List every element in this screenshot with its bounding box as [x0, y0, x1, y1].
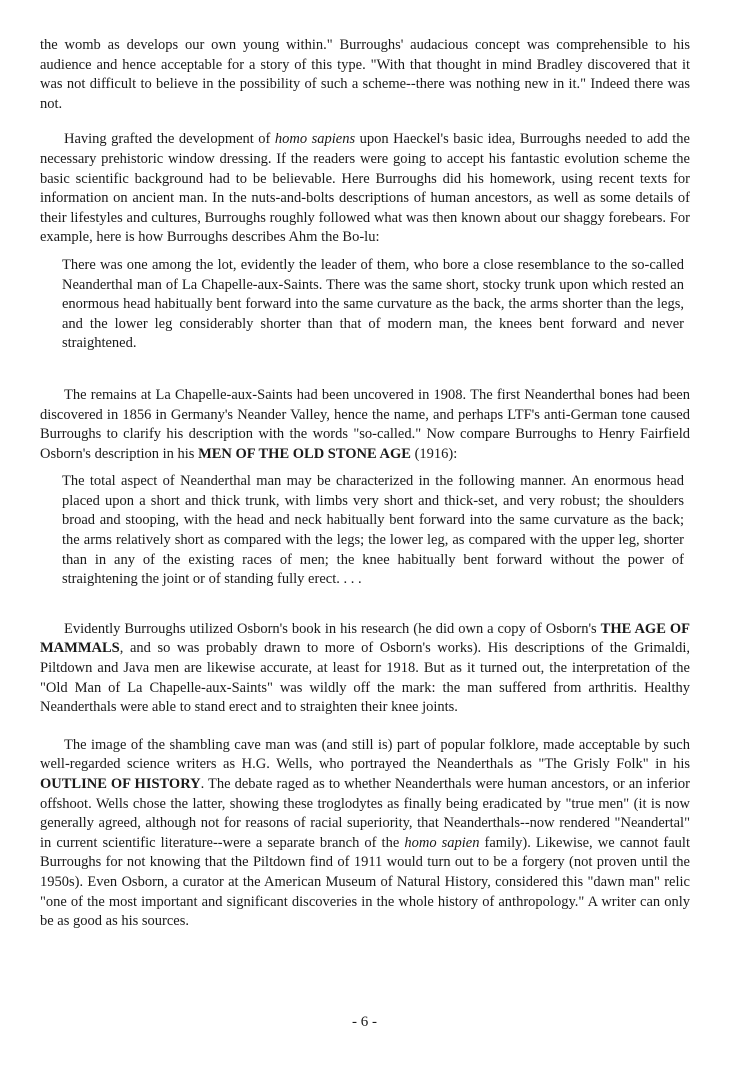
- paragraph-1: the womb as develops our own young within." Burroughs' audacious concept was comprehensible to his audience and hence acceptable for a story of this type. "With that thought in mind Bradley discovered that it was not difficult to believe in the possibility of such a scheme--there was nothing new in it." Indeed there was not.: [40, 37, 690, 112]
- paragraph-4-text-b: , and so was probably drawn to more of Osborn's works). His descriptions of the Grimaldi, Piltdown and Java men are likewise accurate, at least for 1918. But as it turned out, the interpretation of the "Old Man of La Chapelle-aux-Saints" was wildly off the mark: the man suffered from arthritis. Healthy Neanderthals were able to stand erect and to straighten their knee joints.: [40, 640, 690, 716]
- paragraph-5-text-a: The image of the shambling cave man was (and still is) part of popular folklore, made acceptable by such well-regarded science writers as H.G. Wells, who portrayed the Neanderthals as "The Grisly Folk" in his: [40, 736, 690, 773]
- paragraph-5: [40, 736, 690, 932]
- paragraph-2: [40, 130, 690, 248]
- paragraph-4-text-a: Evidently Burroughs utilized Osborn's book in his research (he did own a copy of Osborn's: [64, 620, 601, 637]
- block-quote-2: The total aspect of Neanderthal man may be characterized in the following manner. An enormous head placed upon a short and thick trunk, with limbs very short and thick-set, and very robust; the shoulders broad and stooping, with the head and neck habitually bent forward into the same curvature as the back; the arms relatively short as compared with the legs; the lower leg, as compared with the upper leg, shorter than in any of the existing races of men; the knee habitually bent forward without the power of straightening the joint or of standing fully erect. . . .: [62, 473, 684, 588]
- book-title: MEN OF THE OLD STONE AGE: [198, 445, 411, 462]
- document-body: [40, 36, 690, 932]
- page-number: - 6 -: [352, 1014, 377, 1030]
- paragraph-3: [40, 386, 690, 464]
- paragraph-2-emphasis: homo sapiens: [274, 131, 356, 148]
- book-title: THE AGE OF MAMMALS: [40, 620, 690, 657]
- paragraph-5-text-c: family). Likewise, we cannot fault Burroughs for not knowing that the Piltdown find of 1911 would turn out to be a forgery (not proven until the 1950s). Even Osborn, a curator at the American Museum of Natural History, considered this "dawn man" relic "one of the most important and significant discoveries in the whole history of anthropology." A writer can only be as good as his sources.: [40, 834, 690, 930]
- paragraph-4: [40, 620, 690, 718]
- paragraph-3-text-a: The remains at La Chapelle-aux-Saints had been uncovered in 1908. The first Neanderthal bones had been discovered in 1856 in Germany's Neander Valley, hence the name, and perhaps LTF's anti-German tone caused Burroughs to clarify his description with the words "so-called." Now compare Burroughs to Henry Fairfield Osborn's description in his: [40, 386, 690, 462]
- paragraph-3-text-b: (1916):: [410, 445, 458, 462]
- paragraph-2-text-b: upon Haeckel's basic idea, Burroughs needed to add the necessary prehistoric window dressing. If the readers were going to accept his fantastic evolution scheme the basic scientific background had to be believable. Here Burroughs did his homework, using recent texts for information on ancient man. In the nuts-and-bolts descriptions of human ancestors, as well as some details of their lifestyles and cultures, Burroughs roughly followed what was then known about our shaggy forebears. For example, here is how Burroughs describes Ahm the Bo-lu:: [40, 131, 690, 246]
- paragraph-2-text-a: Having grafted the development of: [64, 131, 275, 148]
- book-title: OUTLINE OF HISTORY: [40, 776, 201, 792]
- block-quote-1: There was one among the lot, evidently the leader of them, who bore a close resemblance to the so-called Neanderthal man of La Chapelle-aux-Saints. There was the same short, stocky trunk upon which rested an enormous head habitually bent forward into the same curvature as the back, the arms shorter than the legs, and the lower leg considerably shorter than that of modern man, the knees bent forward and never straightened.: [62, 256, 684, 352]
- paragraph-5-emphasis: homo sapien: [404, 834, 480, 851]
- paragraph-5-text-b: . The debate raged as to whether Neanderthals were human ancestors, or an inferior offshoot. Wells chose the latter, showing these troglodytes as finally being eradicated by "true men" (it is now generally agreed, although not for reasons of racial superiority, that Neanderthals--now rendered "Neandertal" in current scientific literature--were a separate branch of the: [40, 776, 690, 851]
